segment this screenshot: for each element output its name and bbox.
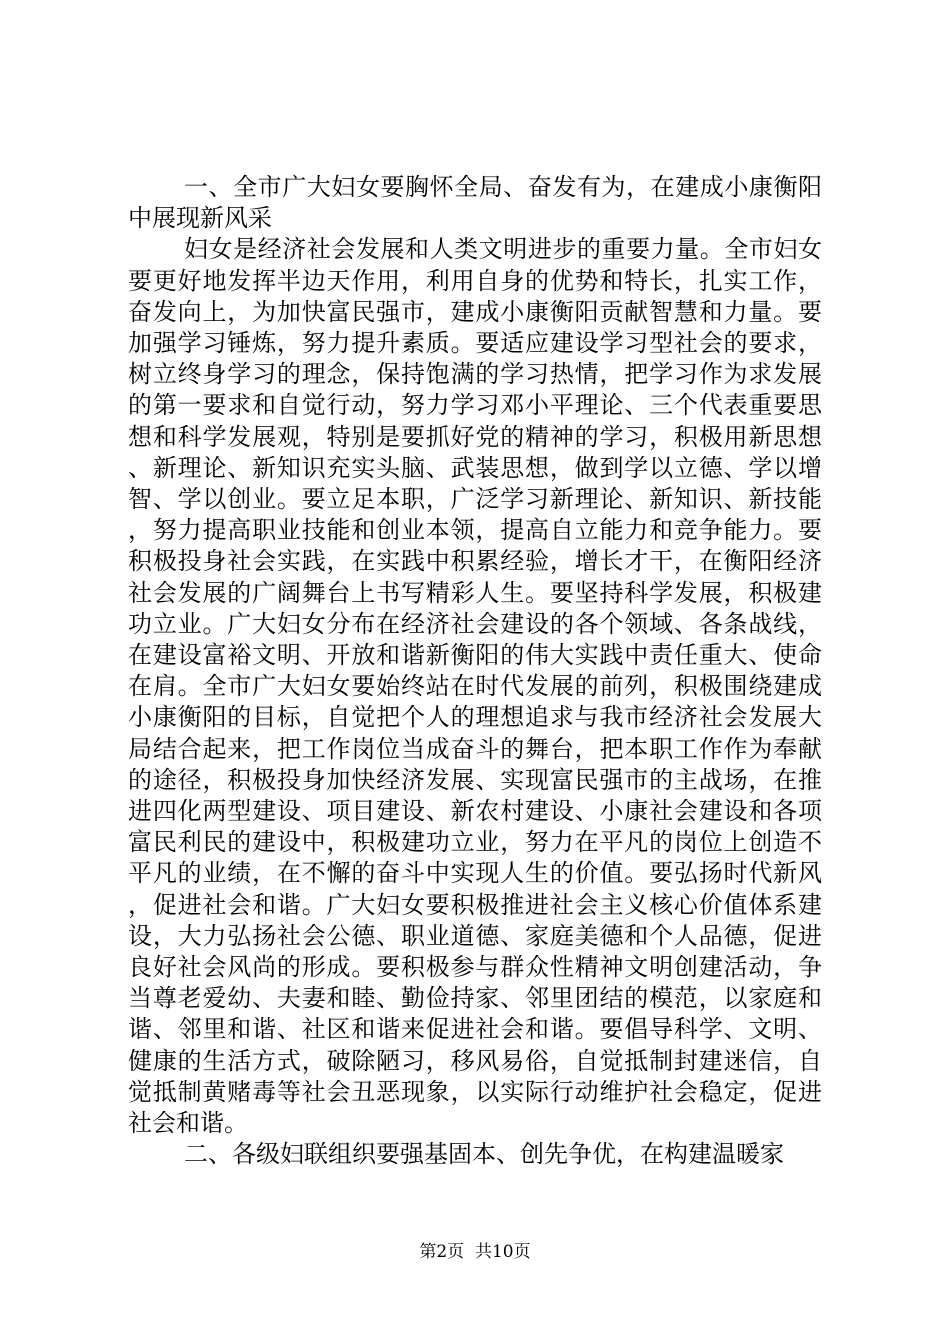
section-heading-2: 二、各级妇联组织要强基固本、创先争优，在构建温暖家 bbox=[184, 1140, 784, 1169]
page-number: 第2页 共10页 bbox=[419, 1242, 531, 1262]
document-body bbox=[128, 172, 822, 1171]
section-heading-1: 一、全市广大妇女要胸怀全局、奋发有为，在建成小康衡阳中展现新风采 bbox=[128, 173, 822, 233]
page-footer bbox=[0, 1240, 950, 1264]
body-paragraph: 妇女是经济社会发展和人类文明进步的重要力量。全市妇女要更好地发挥半边天作用，利用自身的优势和特长，扎实工作，奋发向上，为加快富民强市，建成小康衡阳贡献智慧和力量。要加强学习锤炼，努力提升素质。要适应建设学习型社会的要求，树立终身学习的理念，保持饱满的学习热情，把学习作为求发展的第一要求和自觉行动，努力学习邓小平理论、三个代表重要思想和科学发展观，特别是要抓好党的精神的学习，积极用新思想、新理论、新知识充实头脑、武装思想，做到学以立德、学以增智、学以创业。要立足本职，广泛学习新理论、新知识、新技能，努力提高职业技能和创业本领，提高自立能力和竞争能力。要积极投身社会实践，在实践中积累经验，增长才干，在衡阳经济社会发展的广阔舞台上书写精彩人生。要坚持科学发展，积极建功立业。广大妇女分布在经济社会建设的各个领域、各条战线，在建设富裕文明、开放和谐新衡阳的伟大实践中责任重大、使命在肩。全市广大妇女要始终站在时代发展的前列，积极围绕建成小康衡阳的目标，自觉把个人的理想追求与我市经济社会发展大局结合起来，把工作岗位当成奋斗的舞台，把本职工作作为奉献的途径，积极投身加快经济发展、实现富民强市的主战场，在推进四化两型建设、项目建设、新农村建设、小康社会建设和各项富民利民的建设中，积极建功立业，努力在平凡的岗位上创造不平凡的业绩，在不懈的奋斗中实现人生的价值。要弘扬时代新风，促进社会和谐。广大妇女要积极推进社会主义核心价值体系建设，大力弘扬社会公德、职业道德、家庭美德和个人品德，促进良好社会风尚的形成。要积极参与群众性精神文明创建活动，争当尊老爱幼、夫妻和睦、勤俭持家、邻里团结的模范，以家庭和谐、邻里和谐、社区和谐来促进社会和谐。要倡导科学、文明、健康的生活方式，破除陋习，移风易俗，自觉抵制封建迷信，自觉抵制黄赌毒等社会丑恶现象，以实际行动维护社会稳定，促进社会和谐。 bbox=[128, 235, 822, 1138]
